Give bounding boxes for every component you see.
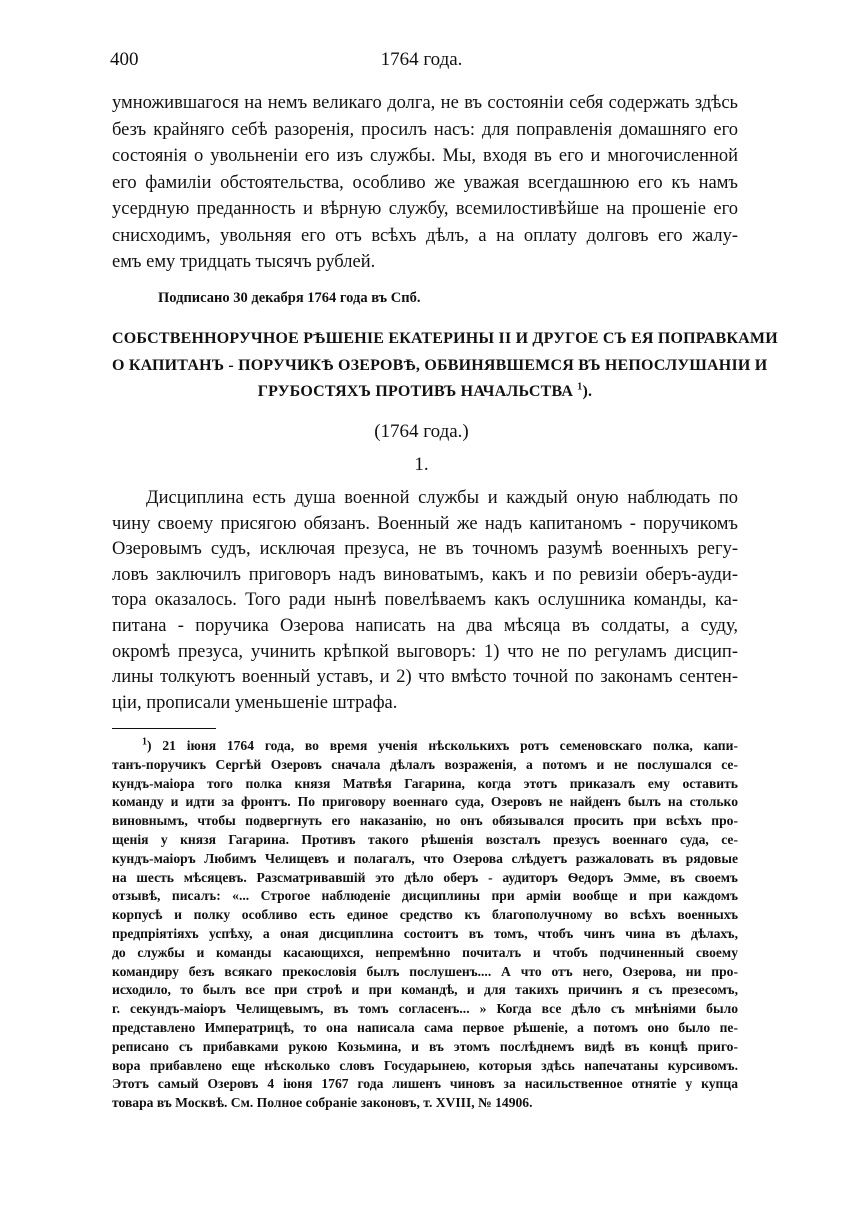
text-line: снисходимъ, увольняя его отъ всѣхъ дѣлъ, а на оплату долговъ его жалу- [112,225,738,246]
footnote-line: отзывѣ, писалъ: «... Строгое наблюденіе дисциплины при арміи вообще и при каждомъ [112,888,738,904]
footnote-line: кундъ-маіоръ Любимъ Челищевъ и полагалъ, что Озерова слѣдуетъ разжаловать въ рядовые [112,850,738,866]
title-line: О КАПИТАНЪ - ПОРУЧИКѢ ОЗЕРОВѢ, ОБВИНЯВШЕМСЯ ВЪ НЕПОСЛУШАНІИ И [112,356,768,374]
footnote-line: до службы и команды касающихся, непремѣнно почиталъ и чтобъ подчиненный своему [112,944,738,960]
page-number: 400 [110,49,139,70]
footnote-line: товара въ Москвѣ. См. Полное собраніе законовъ, т. XVIII, № 14906. [112,1095,533,1111]
text-line: ціи, прописали уменьшеніе штрафа. [112,692,398,713]
footnote-line: кундъ-маіора того полка князя Матвѣя Гагарина, когда этотъ приказалъ ему оставить [112,775,738,791]
footnote-line [112,737,738,756]
text-line: безъ крайняго себѣ разоренія, просилъ насъ: для поправленія домашняго его [112,119,738,140]
title-text: ГРУБОСТЯХЪ ПРОТИВЪ НАЧАЛЬСТВА [257,383,574,400]
footnote-divider [112,728,216,729]
footnote-line: предпріятіяхъ успѣху, а оная дисциплина состоитъ въ томъ, чтобъ чинъ чина въ дѣлахъ, [112,925,738,941]
text-line: питана - поручика Озерова написать на два мѣсяца въ солдаты, а суду, [112,615,738,636]
footnote-line: команду и идти за фронтъ. По приговору военнаго суда, Озеровъ не найденъ былъ на столько [112,794,738,810]
text-line: его фамиліи обстоятельства, особливо же уважая всегдашнюю его къ намъ [112,172,738,193]
footnote-line: реписано съ прибавками рукою Козьмина, и въ этомъ послѣднемъ видѣ въ концѣ приго- [112,1038,738,1054]
text-line: чину своему присягою обязанъ. Военный же надъ капитаномъ - поручикомъ [112,513,738,534]
footnote-reference[interactable]: 1 [577,381,583,393]
title-end: ). [582,383,593,400]
text-line: умножившагося на немъ великаго долга, не въ состояніи себя содержать здѣсь [112,93,738,113]
footnote-line: исходило, то былъ все при строѣ и при командѣ, и для такихъ причинъ я съ презесомъ, [112,982,738,998]
footnote [112,737,738,1113]
signature-note: Подписано 30 декабря 1764 года въ Спб. [158,290,421,306]
text-line: окромѣ презуса, учинить крѣпкой выговоръ: 1) что не по регуламъ дисцип- [112,641,738,662]
title-line [112,379,738,406]
text-line: лины толкуютъ военный уставъ, и 2) что вмѣсто точной по законамъ сентен- [112,667,738,688]
footnote-line: Этотъ самый Озеровъ 4 іюня 1767 года лишенъ чиновъ за насильственное отнятіе у купца [112,1076,738,1092]
footnote-text: ) 21 іюня 1764 года, во время ученія нѣсколькихъ ротъ семеновскаго полка, капи- [147,738,738,753]
section-year: (1764 года.) [374,421,469,442]
text-line: состоянія о увольненіи его изъ службы. Мы, входя въ его и многочисленной [112,146,738,166]
section-paragraph [112,486,738,716]
footnote-line: щенія у князя Гагарина. Противъ такого рѣшенія возсталъ презусъ военнаго суда, се- [112,831,738,847]
footnote-line: на шесть мѣсяцевъ. Разсматривавшій это дѣло оберъ - аудиторъ Ѳедоръ Эмме, въ своемъ [112,869,738,885]
text-line: усердную преданность и вѣрную службу, всемилостивѣйше на прошеніе его [112,199,738,219]
text-line: Озеровымъ судъ, исключая презуса, не въ точномъ разумѣ военныхъ регу- [112,539,738,560]
running-head: 1764 года. [380,49,463,70]
text-line: ловъ заключилъ приговоръ надъ виноватымъ, какъ и по ревизіи оберъ-ауди- [112,564,738,585]
footnote-line: вора прибавлено еще нѣсколько словъ Государынею, которыя здѣсь напечатаны курсивомъ. [112,1057,738,1073]
footnote-line: командиру безъ всякаго прекословія былъ послушенъ.... А что отъ него, Озерова, ни про- [112,963,738,979]
text-line: емъ ему тридцать тысячъ рублей. [112,252,376,272]
section-title [112,326,778,406]
footnote-line: г. секундъ-маіоръ Челищевымъ, въ томъ согласенъ... » Когда все дѣло съ мнѣніями было [112,1001,738,1017]
footnote-line: виновнымъ, чтобы подвергнуть его наказанію, но онъ обязывался просить при всѣхъ про- [112,813,738,829]
section-number: 1. [414,454,429,475]
footnote-line: представлено Императрицѣ, то она написала сама первое рѣшеніе, а потомъ оно было пе- [112,1019,738,1035]
title-line: СОБСТВЕННОРУЧНОЕ РѢШЕНІЕ ЕКАТЕРИНЫ II И ДРУГОЕ СЪ ЕЯ ПОПРАВКАМИ [112,330,778,347]
footnote-mark: 1 [142,736,147,748]
text-line: Дисциплина есть душа военной службы и каждый оную наблюдать по [146,488,738,508]
text-line: тора оказалось. Того ради нынѣ повелѣваемъ какъ ослушника команды, ка- [112,590,738,611]
footnote-line: корпусѣ и полку особливо есть единое средство къ благополучному во всѣхъ военныхъ [112,907,738,923]
continuation-text [112,90,738,276]
footnote-line: танъ-поручикъ Сергѣй Озеровъ сначала дѣлалъ возраженія, а потомъ и не послушался се- [112,756,738,772]
